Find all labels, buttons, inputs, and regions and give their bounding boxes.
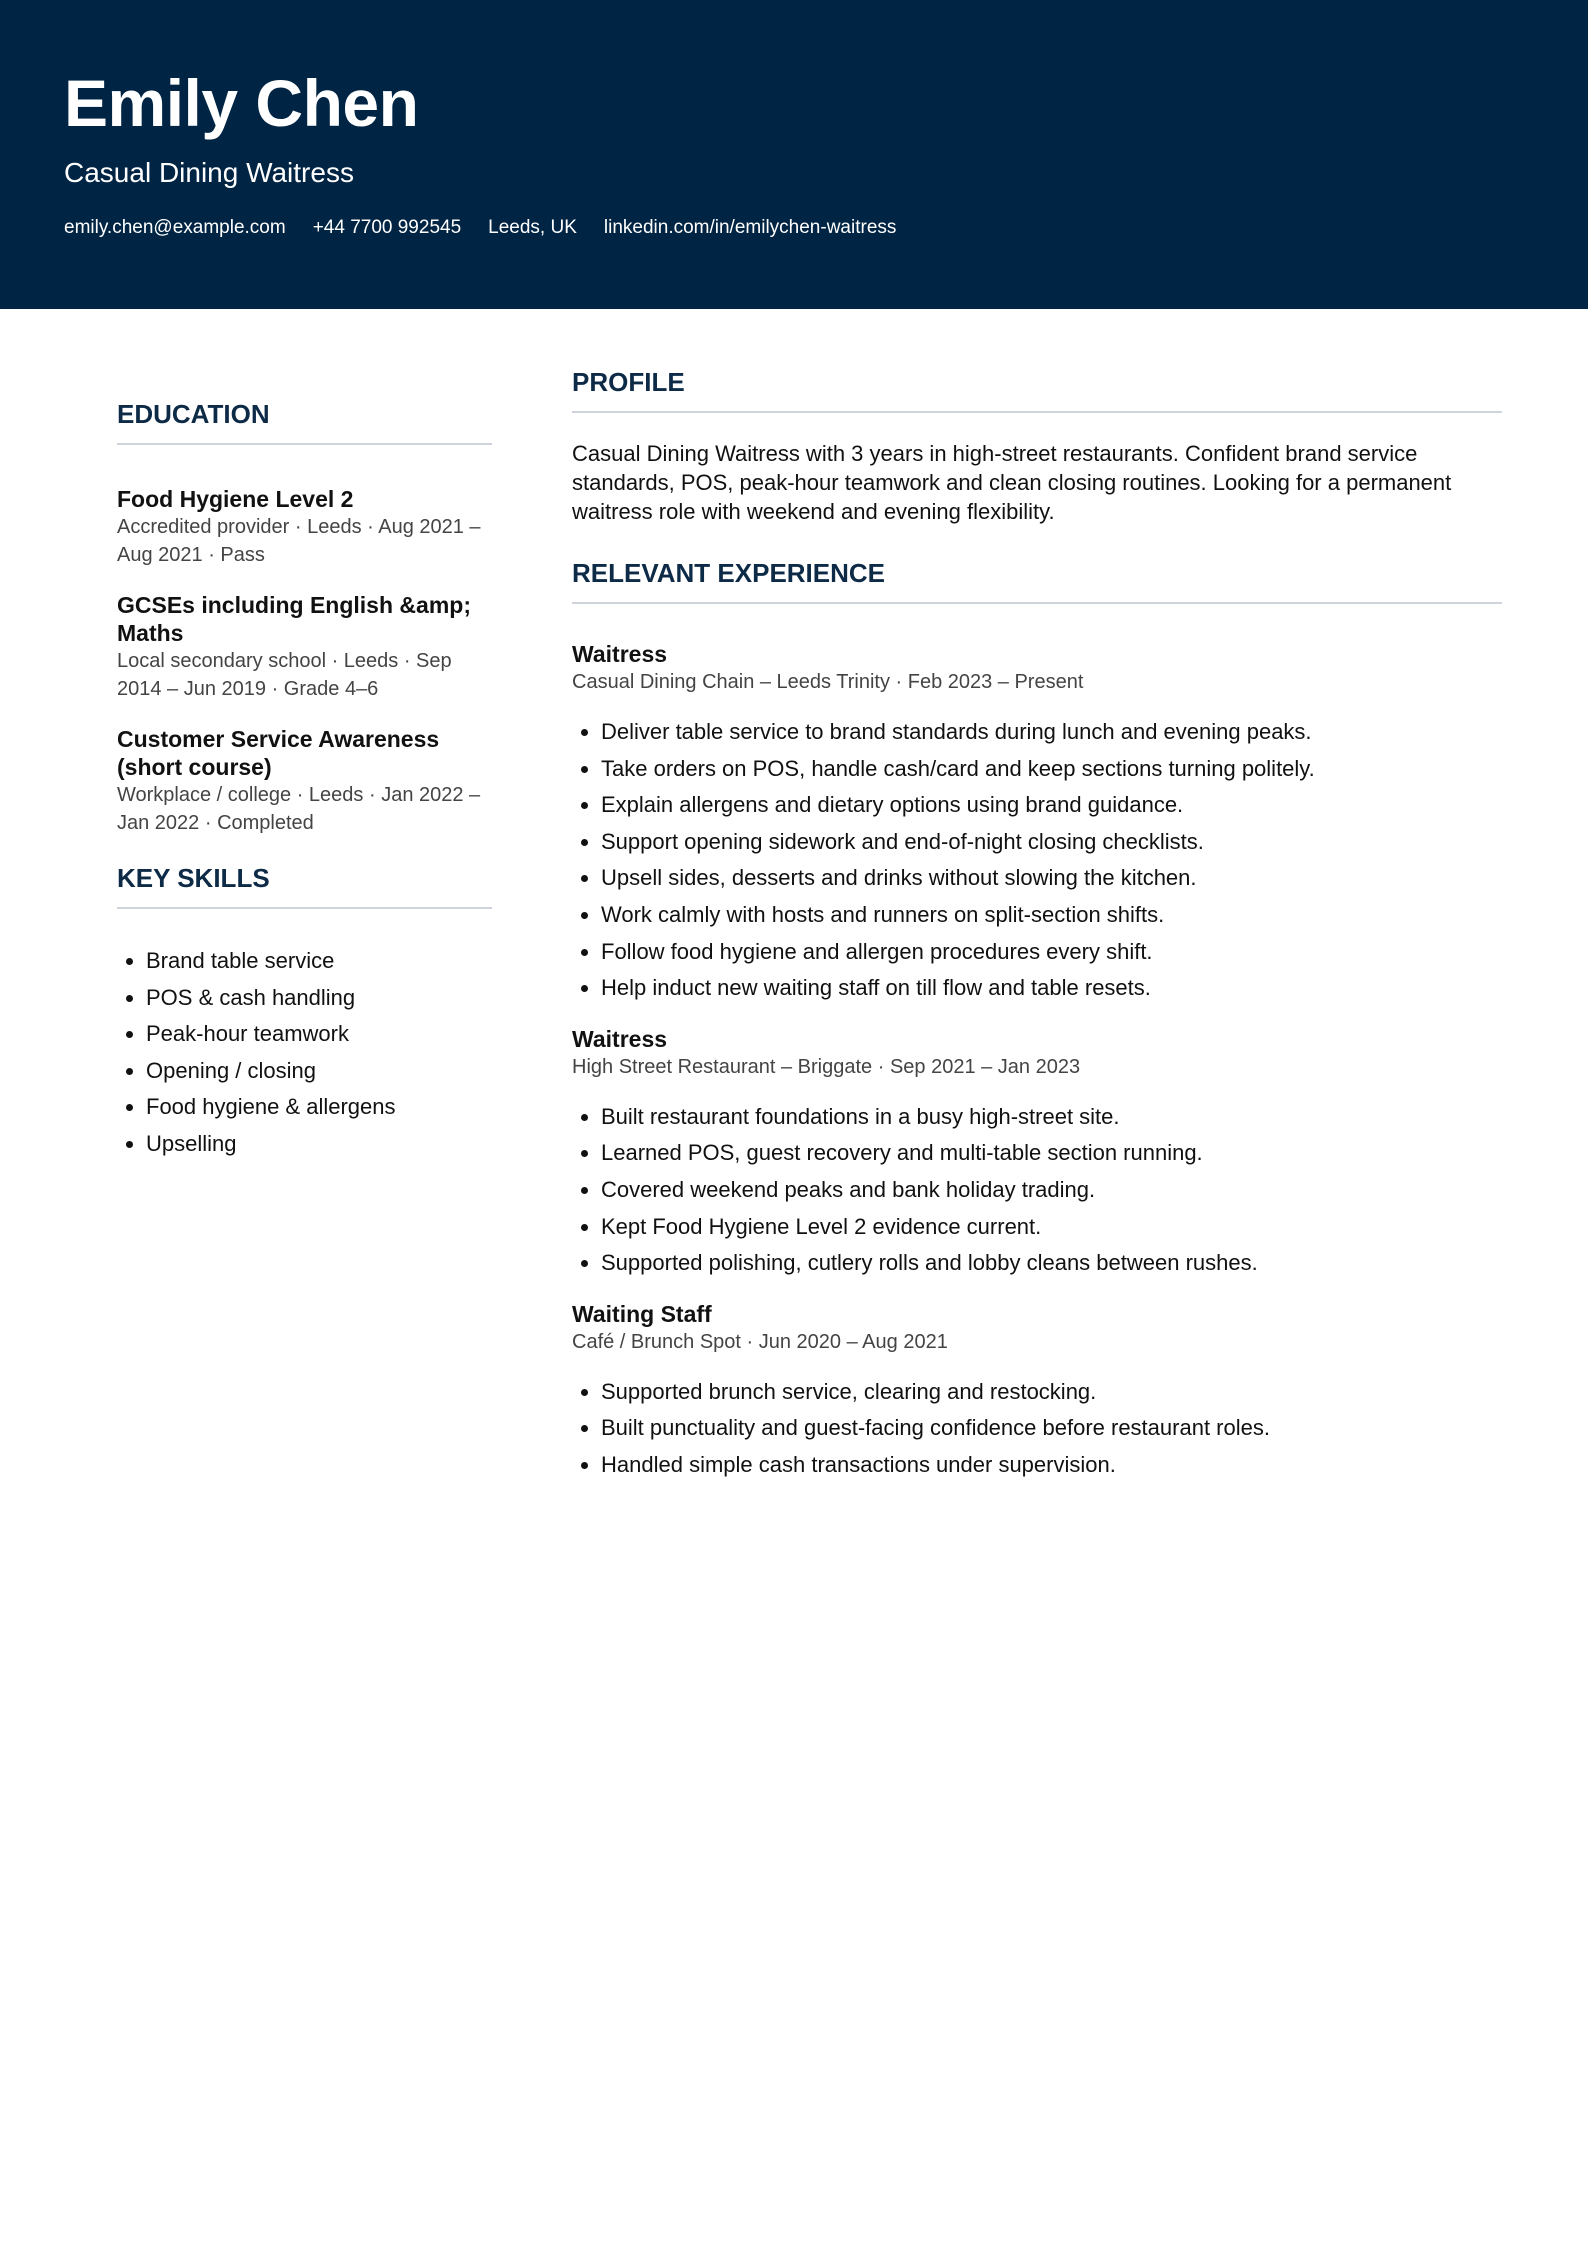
job-bullet: • Supported polishing, cutlery rolls and lobby cleans between rushes. <box>601 1245 1502 1282</box>
education-item-title: GCSEs including English &amp; Maths <box>117 592 471 646</box>
candidate-name: Emily Chen <box>64 66 419 140</box>
job-bullets <box>572 714 1502 1007</box>
job-bullet: • Handled simple cash transactions under supervision. <box>601 1447 1502 1484</box>
profile-heading: PROFILE <box>572 363 1502 413</box>
skill-item: • Peak-hour teamwork <box>146 1016 492 1053</box>
job-bullets <box>572 1374 1502 1484</box>
job-meta: High Street Restaurant – Briggate · Sep 2021 – Jan 2023 <box>572 1055 1081 1078</box>
contact-phone[interactable]: +44 7700 992545 <box>312 217 462 238</box>
candidate-role: Casual Dining Waitress <box>64 157 354 188</box>
education-item <box>117 485 492 569</box>
job-bullet: • Explain allergens and dietary options using brand guidance. <box>601 787 1502 824</box>
job-bullets <box>572 1099 1502 1282</box>
skill-item: • Opening / closing <box>146 1053 492 1090</box>
skills-section <box>117 859 492 1163</box>
skills-list <box>117 943 492 1163</box>
education-item-meta: Accredited provider · Leeds · Aug 2021 – Aug 2021 · Pass <box>117 516 481 566</box>
job-bullet: • Work calmly with hosts and runners on split-section shifts. <box>601 897 1502 934</box>
education-section <box>117 395 492 837</box>
education-item-title: Customer Service Awareness (short course) <box>117 726 440 780</box>
education-item-title: Food Hygiene Level 2 <box>117 486 354 512</box>
contact-linkedin[interactable]: linkedin.com/in/emilychen-waitress <box>603 217 897 238</box>
job-title: Waitress <box>572 641 668 667</box>
job-title: Waitress <box>572 1025 668 1052</box>
job-bullet: • Built punctuality and guest-facing confidence before restaurant roles. <box>601 1410 1502 1447</box>
education-list <box>117 485 492 837</box>
job-meta: Café / Brunch Spot · Jun 2020 – Aug 2021 <box>572 1330 948 1353</box>
education-item-meta: Workplace / college · Leeds · Jan 2022 – Jan 2022 · Completed <box>117 784 481 834</box>
skills-heading: KEY SKILLS <box>117 859 492 909</box>
education-item <box>117 725 492 837</box>
job-bullet: • Deliver table service to brand standards during lunch and evening peaks. <box>601 714 1502 751</box>
contact-line <box>64 214 923 242</box>
job-bullet: • Take orders on POS, handle cash/card and keep sections turning politely. <box>601 751 1502 788</box>
job-meta: Casual Dining Chain – Leeds Trinity · Feb 2023 – Present <box>572 671 1084 693</box>
right-column <box>572 363 1502 1484</box>
skill-item: • POS & cash handling <box>146 980 492 1017</box>
left-column <box>117 395 492 1163</box>
job-entry <box>572 640 1502 1007</box>
job-bullet: • Follow food hygiene and allergen procedures every shift. <box>601 934 1502 971</box>
job-bullet: • Supported brunch service, clearing and restocking. <box>601 1374 1502 1411</box>
job-entry <box>572 1300 1502 1484</box>
education-item <box>117 591 492 703</box>
experience-section <box>572 554 1502 1484</box>
job-bullet: • Help induct new waiting staff on till flow and table resets. <box>601 970 1502 1007</box>
skill-item: • Upselling <box>146 1126 492 1163</box>
job-bullet: • Kept Food Hygiene Level 2 evidence current. <box>601 1209 1502 1246</box>
job-bullet: • Covered weekend peaks and bank holiday trading. <box>601 1172 1502 1209</box>
job-title: Waiting Staff <box>572 1300 712 1327</box>
job-bullet: • Support opening sidework and end-of-night closing checklists. <box>601 824 1502 861</box>
job-entry <box>572 1025 1502 1282</box>
skill-item: • Brand table service <box>146 943 492 980</box>
profile-section <box>572 363 1502 526</box>
job-bullet: • Built restaurant foundations in a busy high-street site. <box>601 1099 1502 1136</box>
skill-item: • Food hygiene & allergens <box>146 1089 492 1126</box>
job-bullet: • Upsell sides, desserts and drinks without slowing the kitchen. <box>601 860 1502 897</box>
experience-heading: RELEVANT EXPERIENCE <box>572 554 1502 604</box>
education-heading: EDUCATION <box>117 395 492 445</box>
resume-header <box>0 0 1588 309</box>
profile-summary: Casual Dining Waitress with 3 years in high-street restaurants. Confident brand service standards, POS, peak-hour teamwork and clean closing routines. Looking for a permanent waitress role with weekend and evening flexibility. <box>572 441 1452 524</box>
job-bullet: • Learned POS, guest recovery and multi-table section running. <box>601 1135 1502 1172</box>
contact-location: Leeds, UK <box>488 217 577 238</box>
contact-email[interactable]: emily.chen@example.com <box>64 217 286 238</box>
education-item-meta: Local secondary school · Leeds · Sep 2014 – Jun 2019 · Grade 4–6 <box>117 650 452 700</box>
